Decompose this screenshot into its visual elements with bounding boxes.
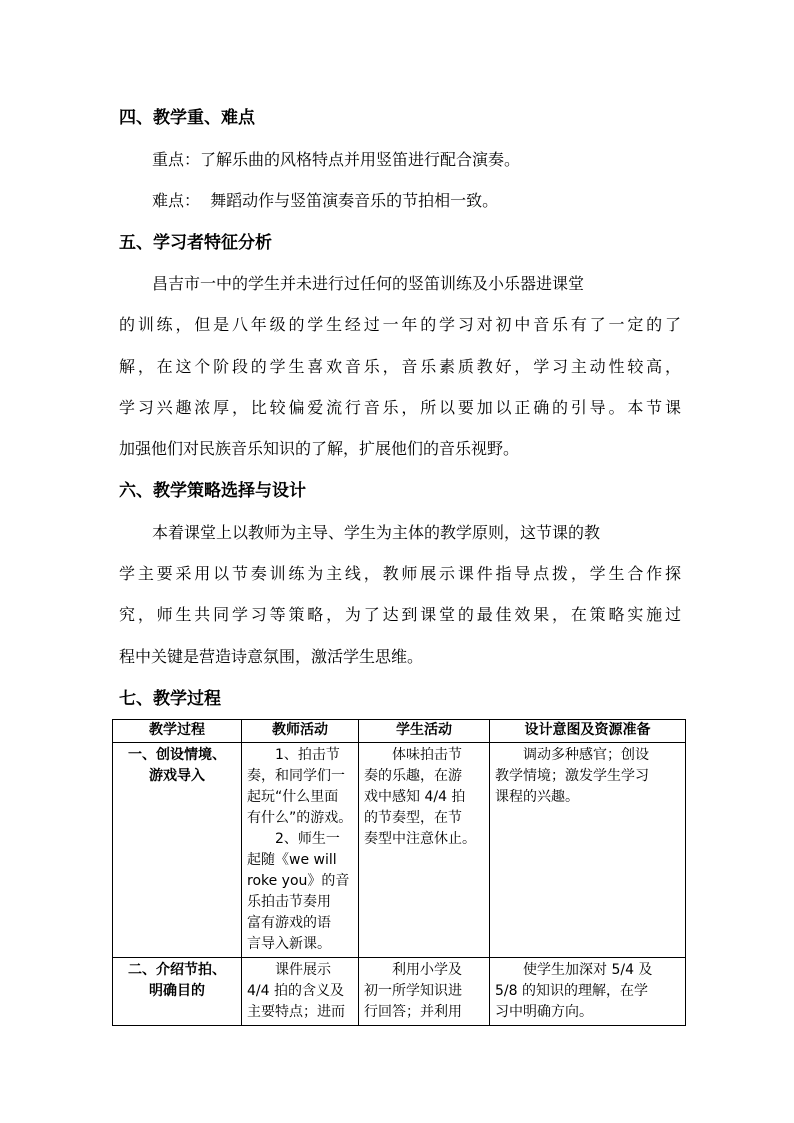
stage-cell: 一、创设情境、 游戏导入 [113, 743, 242, 958]
paragraph-line: 的训练，但是八年级的学生经过一年的学习对初中音乐有了一定的了 [119, 315, 681, 334]
header-design-intent: 设计意图及资源准备 [490, 720, 686, 743]
paragraph-line: 学习兴趣浓厚，比较偏爱流行音乐，所以要加以正确的引导。本节课 [119, 398, 681, 417]
header-stage: 教学过程 [113, 720, 242, 743]
paragraph-line: 究，师生共同学习等策略，为了达到课堂的最佳效果，在策略实施过 [119, 605, 681, 624]
stage-cell: 二、介绍节拍、 明确目的 [113, 958, 242, 1026]
teacher-activity-cell: 课件展示 4/4 拍的含义及 主要特点；进而 [242, 958, 359, 1026]
paragraph-line: 本着课堂上以教师为主导、学生为主体的教学原则，这节课的教 [152, 523, 601, 542]
difficulty-text: 难点： 舞蹈动作与竖笛演奏音乐的节拍相一致。 [152, 191, 499, 210]
paragraph-line: 解，在这个阶段的学生喜欢音乐，音乐素质教好，学习主动性较高， [119, 357, 681, 376]
header-teacher-activity: 教师活动 [242, 720, 359, 743]
paragraph-line: 加强他们对民族音乐知识的了解，扩展他们的音乐视野。 [119, 439, 520, 458]
section-6-heading: 六、教学策略选择与设计 [119, 481, 306, 501]
section-5-heading: 五、学习者特征分析 [119, 233, 272, 253]
student-activity-cell: 体味拍击节 奏的乐趣，在游 戏中感知 4/4 拍 的节奏型，在节 奏型中注意休止。 [359, 743, 490, 958]
design-intent-cell: 使学生加深对 5/4 及 5/8 的知识的理解，在学 习中明确方向。 [490, 958, 686, 1026]
section-4-heading: 四、教学重、难点 [119, 108, 255, 128]
section-7-heading: 七、教学过程 [119, 689, 221, 709]
student-activity-cell: 利用小学及 初一所学知识进 行回答；并利用 [359, 958, 490, 1026]
key-point-text: 重点：了解乐曲的风格特点并用竖笛进行配合演奏。 [152, 150, 521, 169]
table-row [113, 958, 686, 1026]
paragraph-line: 昌吉市一中的学生并未进行过任何的竖笛训练及小乐器进课堂 [152, 274, 585, 293]
table-header-row [113, 720, 686, 743]
design-intent-cell: 调动多种感官；创设 教学情境；激发学生学习 课程的兴趣。 [490, 743, 686, 958]
teaching-process-table [112, 719, 686, 1026]
paragraph-line: 程中关键是营造诗意氛围，激活学生思维。 [119, 647, 424, 666]
teacher-activity-cell: 1、拍击节 奏，和同学们一 起玩“什么里面 有什么”的游戏。 2、师生一 起随《we will roke you》的音 乐拍击节奏用 富有游戏的语 言导入新课。 [242, 743, 359, 958]
paragraph-line: 学主要采用以节奏训练为主线，教师展示课件指导点拨，学生合作探 [119, 564, 681, 583]
table-row [113, 743, 686, 958]
header-student-activity: 学生活动 [359, 720, 490, 743]
